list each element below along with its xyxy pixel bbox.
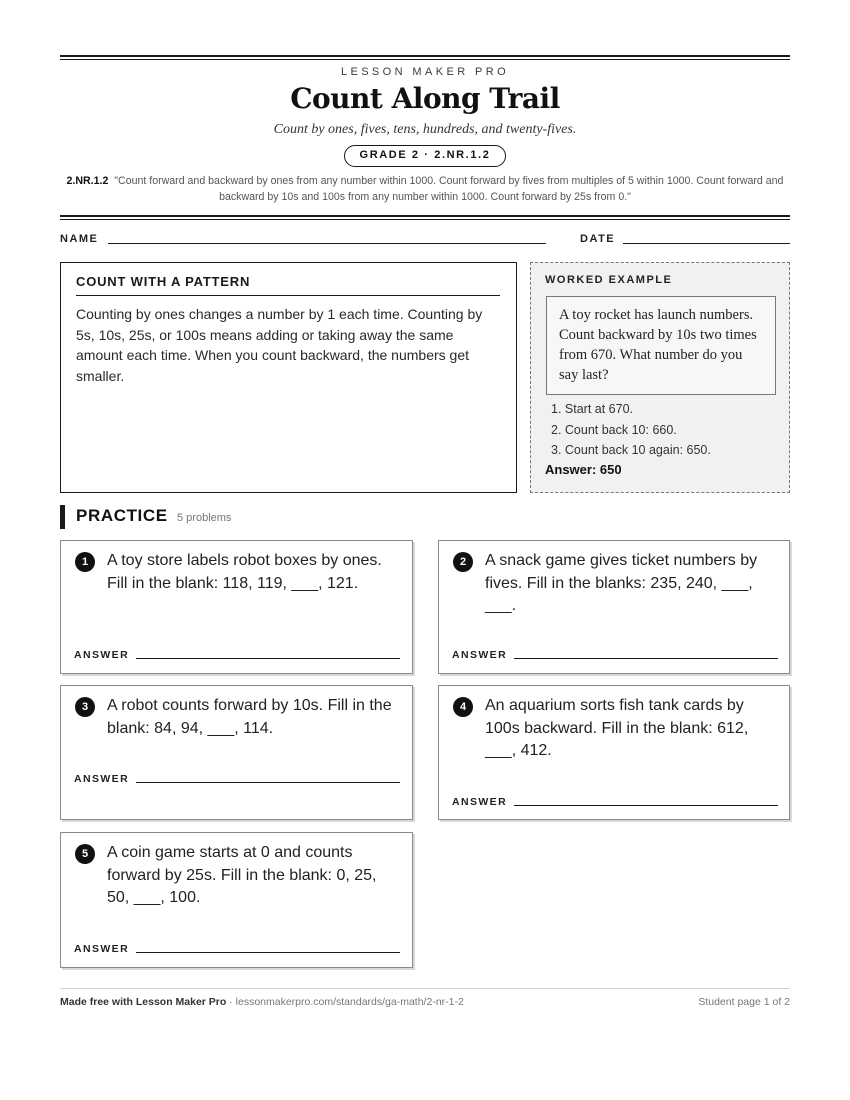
concept-body: Counting by ones changes a number by 1 each time. Counting by 5s, 10s, 25s, or 100s means adding or taking away the same amount each time. When you count backward, the numbers get smaller. xyxy=(76,306,483,384)
answer-field[interactable] xyxy=(514,658,778,659)
footer-made-with: Made free with Lesson Maker Pro xyxy=(60,996,227,1008)
brand-name: LESSON MAKER PRO xyxy=(340,66,510,78)
problem-number: 2 xyxy=(453,552,473,572)
date-field[interactable] xyxy=(623,243,790,244)
name-field[interactable] xyxy=(108,243,546,244)
worked-example-step: 1. Start at 670. xyxy=(551,402,633,416)
page-subtitle: Count by ones, fives, tens, hundreds, and twenty-fives. xyxy=(273,122,577,137)
answer-label: ANSWER xyxy=(74,773,130,785)
date-label: DATE xyxy=(580,233,616,245)
footer-credit xyxy=(60,996,464,1008)
problem-card-4 xyxy=(438,685,790,820)
standard-description xyxy=(60,173,790,205)
problem-card-2 xyxy=(438,540,790,674)
problem-text: An aquarium sorts fish tank cards by 100s backward. Fill in the blank: 612, ___, 412. xyxy=(485,697,749,759)
concept-box xyxy=(60,262,517,493)
header-double-rule xyxy=(60,215,790,220)
answer-label: ANSWER xyxy=(74,943,130,955)
worked-example-title: WORKED EXAMPLE xyxy=(545,274,673,286)
problem-number: 3 xyxy=(75,697,95,717)
problem-number: 1 xyxy=(75,552,95,572)
footer-page-number: Student page 1 of 2 xyxy=(698,996,790,1008)
answer-field[interactable] xyxy=(514,805,778,806)
worked-example-step: 2. Count back 10: 660. xyxy=(551,422,677,437)
worked-example-box xyxy=(530,262,790,493)
top-double-rule xyxy=(60,55,790,60)
standard-code: 2.NR.1.2 xyxy=(66,175,109,187)
problem-card-1 xyxy=(60,540,413,674)
answer-label: ANSWER xyxy=(452,796,508,808)
worked-example-steps xyxy=(551,399,711,461)
practice-count: 5 problems xyxy=(177,512,232,524)
answer-label: ANSWER xyxy=(452,649,508,661)
answer-field[interactable] xyxy=(136,952,400,953)
problem-text: A toy store labels robot boxes by ones. Fill in the blank: 118, 119, ___, 121. xyxy=(107,552,382,592)
worked-example-answer: Answer: 650 xyxy=(545,462,622,477)
practice-title: PRACTICE xyxy=(76,506,168,525)
page-title: Count Along Trail xyxy=(290,82,560,115)
problem-text: A coin game starts at 0 and counts forward by 25s. Fill in the blank: 0, 25, 50, ___, 100. xyxy=(107,844,377,906)
standard-text: "Count forward and backward by ones from any number within 1000. Count forward by fives from multiples of 5 within 1000. Count forward and backward by 10s and 100s from any number within 1000. Count forward by 25s from 0." xyxy=(114,175,784,203)
problem-text: A robot counts forward by 10s. Fill in the blank: 84, 94, ___, 114. xyxy=(107,697,392,737)
answer-field[interactable] xyxy=(136,658,400,659)
grade-badge: GRADE 2 · 2.NR.1.2 xyxy=(344,145,506,167)
problem-text: A snack game gives ticket numbers by fives. Fill in the blanks: 235, 240, ___, ___. xyxy=(485,552,758,614)
problem-card-5 xyxy=(60,832,413,968)
name-label: NAME xyxy=(60,233,99,245)
concept-title: COUNT WITH A PATTERN xyxy=(76,274,500,296)
footer-url[interactable]: · lessonmakerpro.com/standards/ga-math/2-nr-1-2 xyxy=(226,996,464,1008)
problem-number: 5 xyxy=(75,844,95,864)
problem-number: 4 xyxy=(453,697,473,717)
problem-card-3 xyxy=(60,685,413,820)
worksheet-page xyxy=(60,0,790,1100)
practice-accent-bar xyxy=(60,505,65,529)
footer-rule xyxy=(60,988,790,989)
answer-label: ANSWER xyxy=(74,649,130,661)
answer-field[interactable] xyxy=(136,782,400,783)
worked-example-question: A toy rocket has launch numbers. Count backward by 10s two times from 670. What number do you say last? xyxy=(546,296,776,395)
worked-example-step: 3. Count back 10 again: 650. xyxy=(551,443,711,457)
